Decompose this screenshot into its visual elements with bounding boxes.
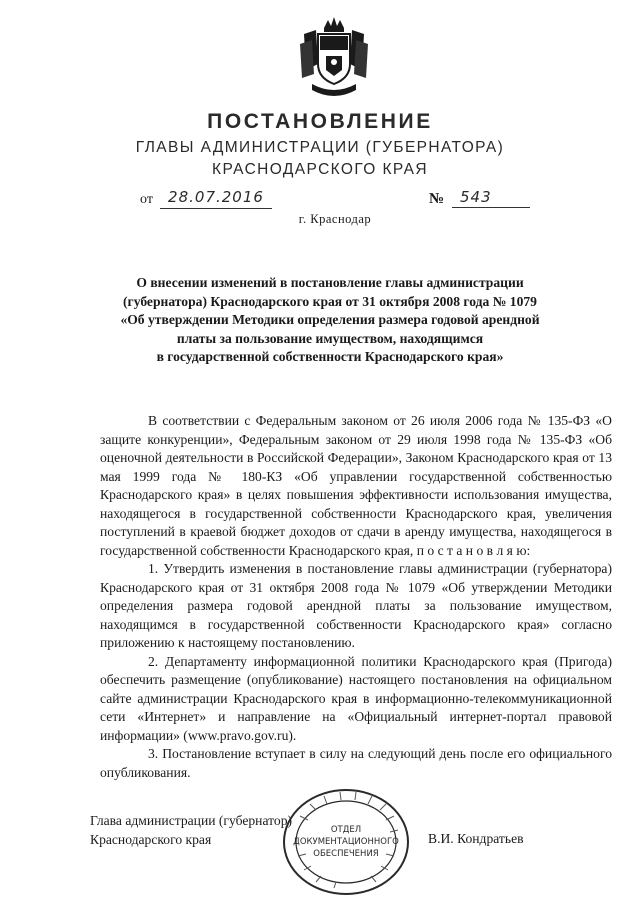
stamp-line-1: ОТДЕЛ <box>330 825 362 835</box>
subject-line: (губернатора) Краснодарского края от 31 октября 2008 года № 1079 <box>123 293 537 309</box>
subject-line: платы за пользование имуществом, находящимся <box>176 330 484 346</box>
issuer-line-1: ГЛАВЫ АДМИНИСТРАЦИИ (ГУБЕРНАТОРА) <box>135 139 505 156</box>
document-subject <box>110 274 550 367</box>
body-paragraph-item-2: 2. Департаменту информационной политики Краснодарского края (Пригода) обеспечить размещение (опубликование) настоящего постановления на официальном сайте администрации Краснодарского края в информационно-телекоммуникационной сети «Интернет» и направление на «Официальный интернет-портал правовой информации» (www.pravo.gov.ru). <box>100 653 612 743</box>
handwritten-date: 28.07.2016 <box>160 188 272 209</box>
date-number-line <box>140 188 540 212</box>
official-stamp <box>280 786 412 898</box>
number-label: № <box>429 191 445 207</box>
coat-of-arms-emblem <box>298 14 370 102</box>
issuer-line-2: КРАСНОДАРСКОГО КРАЯ <box>212 161 428 178</box>
city-label: г. Краснодар <box>298 212 372 226</box>
body-paragraph-preamble: В соответствии с Федеральным законом от 26 июля 2006 года № 135-ФЗ «О защите конкуренции», Федеральным законом от 29 июля 1998 года № 135-ФЗ «Об оценочной деятельности в Российской Федерации», Законом Краснодарского края от 13 мая 1999 года № 180-КЗ «Об управлении государственной собственностью Краснодарского края» в целях повышения эффективности использования имущества, находящегося в государственной собственности Краснодарского края, увеличения поступлений в краевой бюджет доходов от сдачи в аренду имущества, находящегося в государственной собственности Краснодарского края, п о с т а н о в л я ю: <box>100 413 612 558</box>
stamp-line-3: ОБЕСПЕЧЕНИЯ <box>313 849 379 859</box>
subject-line: «Об утверждении Методики определения размера годовой арендной <box>120 312 540 327</box>
signatory-position-line-1: Глава администрации (губернатор) <box>90 813 293 828</box>
signatory-position-line-2: Краснодарского края <box>90 831 212 847</box>
signatory-name: В.И. Кондратьев <box>428 831 524 846</box>
handwritten-number: 543 <box>452 188 530 208</box>
subject-line: в государственной собственности Краснодарского края» <box>156 349 504 364</box>
from-label: от <box>140 192 153 207</box>
body-paragraph-item-3: 3. Постановление вступает в силу на следующий день после его официального опубликования. <box>100 746 612 780</box>
document-type-title: ПОСТАНОВЛЕНИЕ <box>207 110 433 133</box>
document-body <box>100 412 612 782</box>
stamp-line-2: ДОКУМЕНТАЦИОННОГО <box>293 837 399 847</box>
signatory-position <box>90 812 292 849</box>
subject-line: О внесении изменений в постановление главы администрации <box>136 275 524 290</box>
body-paragraph-item-1: 1. Утвердить изменения в постановление главы администрации (губернатора) Краснодарского края от 31 октября 2008 года № 1079 «Об утверждении Методики определения размера годовой арендной платы за пользование имуществом, находящимся в государственной собственности Краснодарского края» согласно приложению к настоящему постановлению. <box>100 561 612 650</box>
